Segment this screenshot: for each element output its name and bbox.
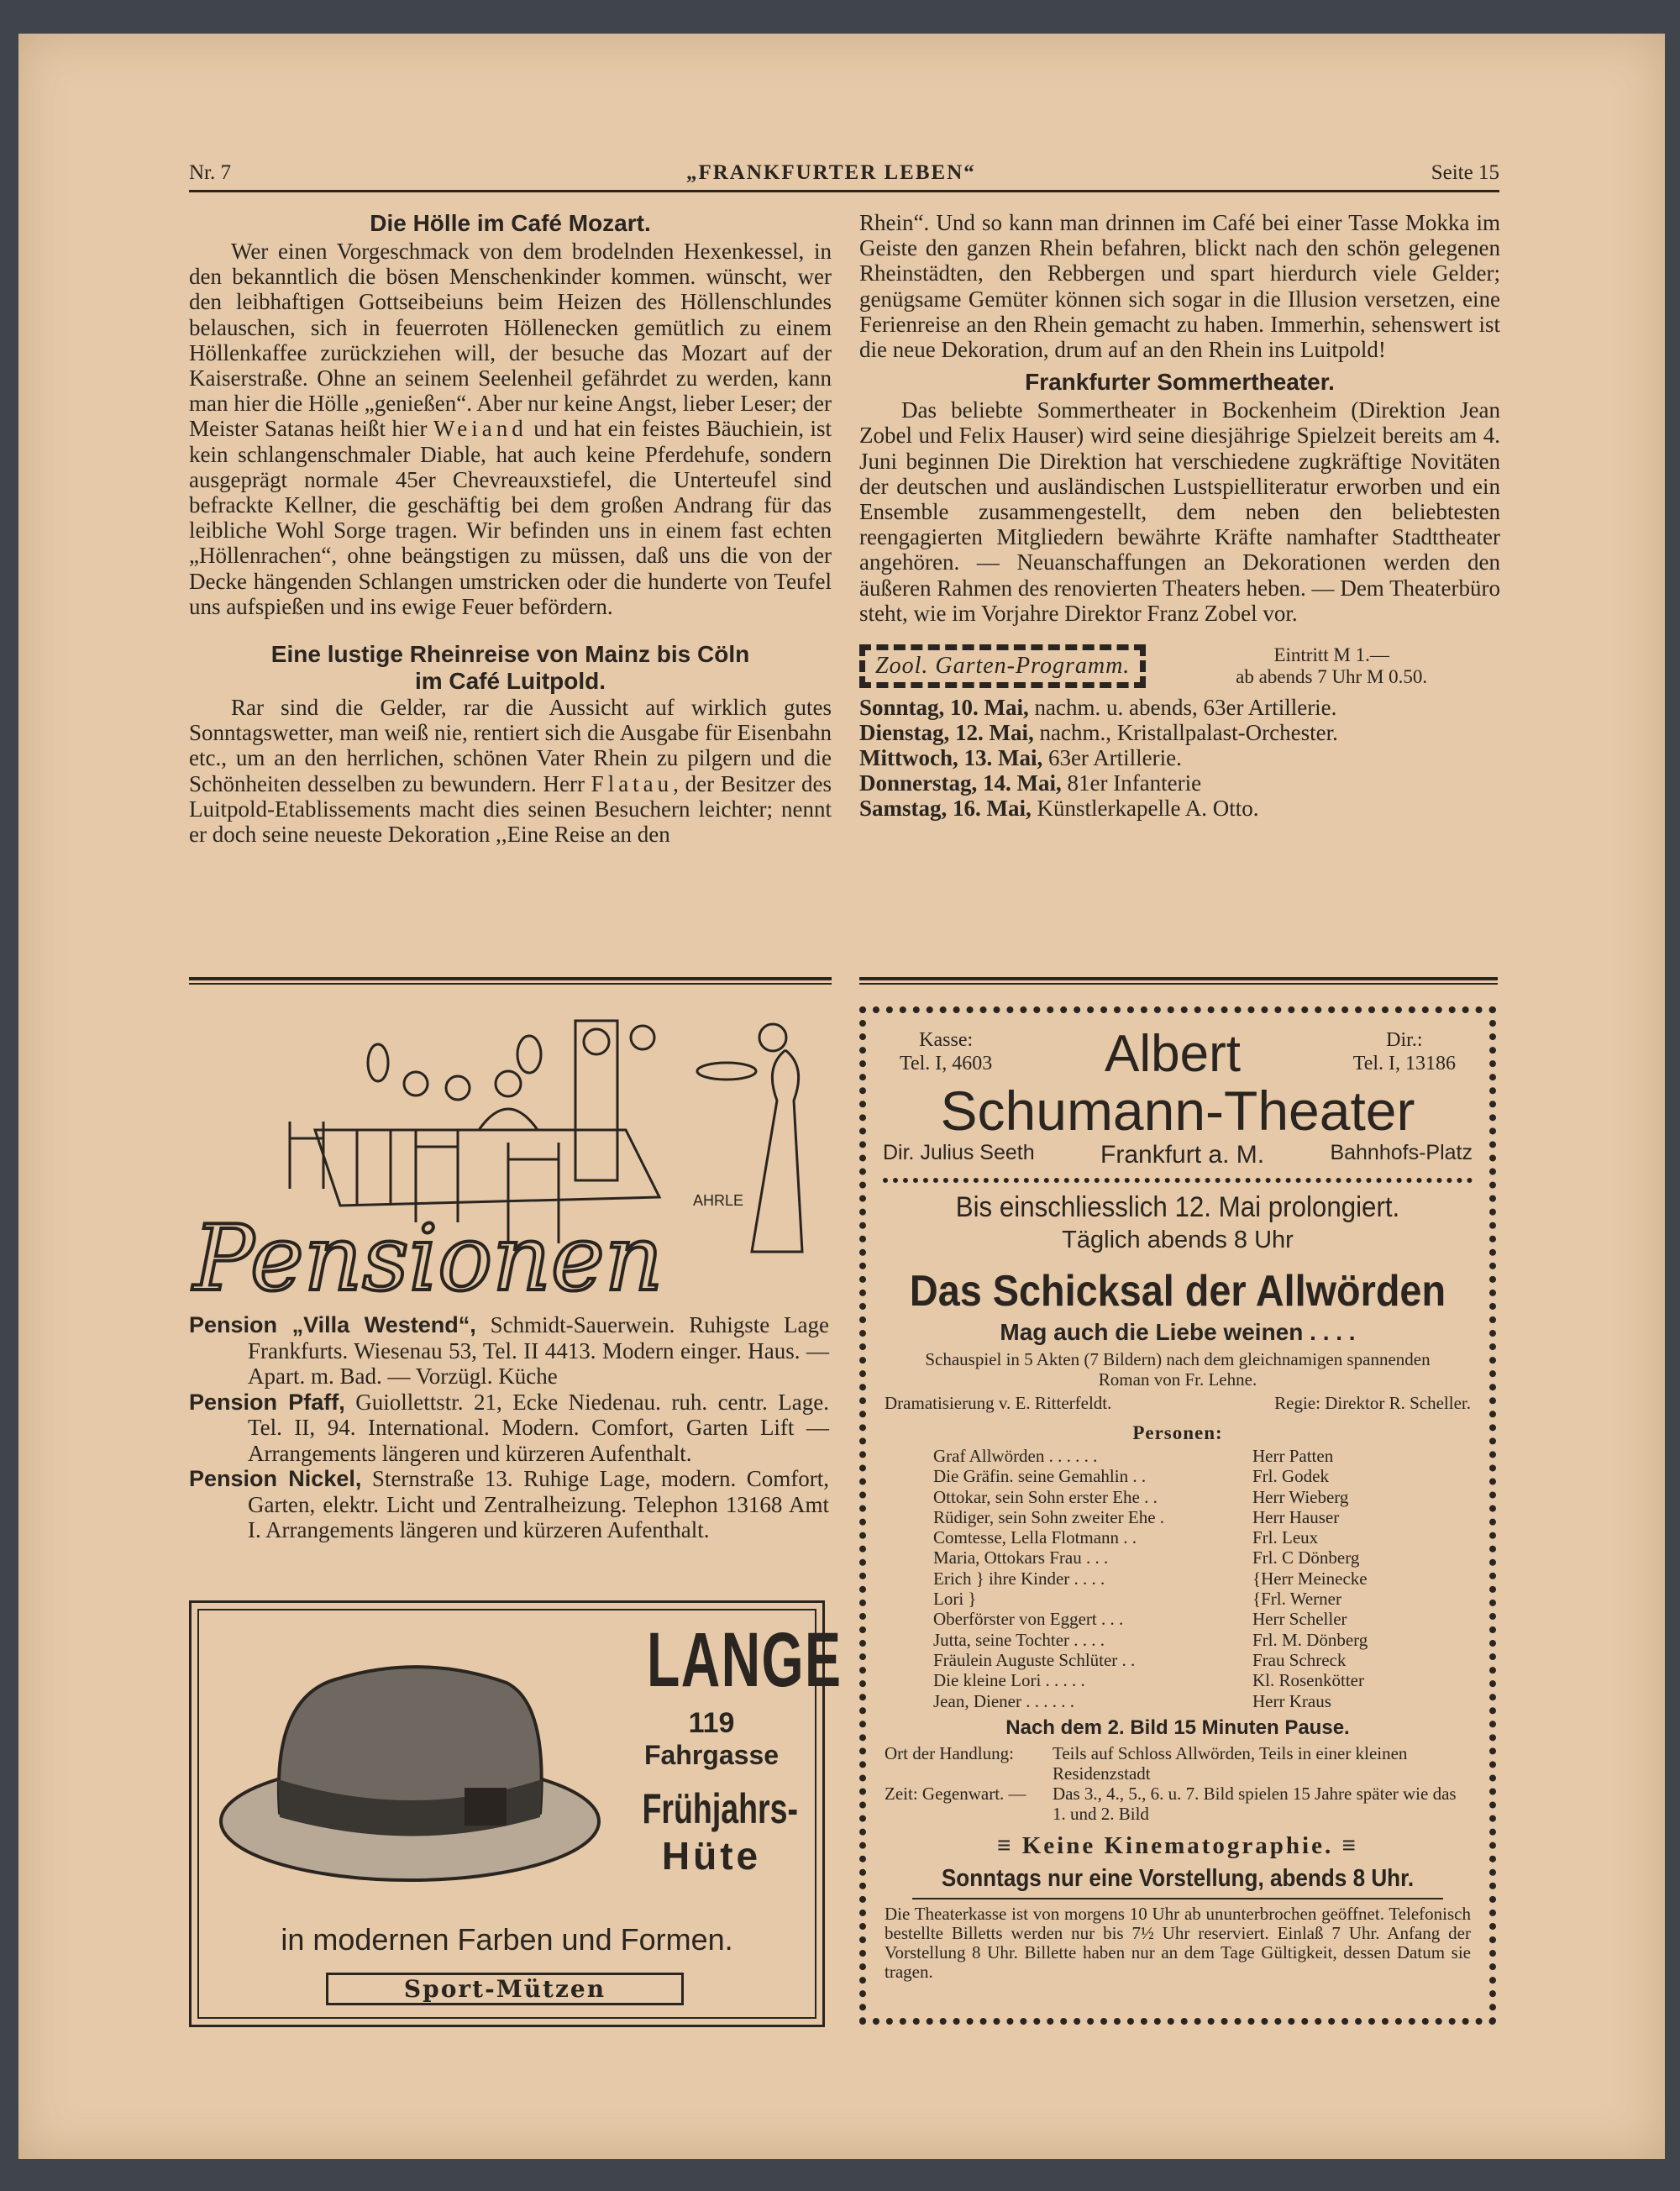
no-cinema-notice: ≡ Keine Kinematographie. ≡ [996,1831,1359,1859]
pensionen-entries-1-name: Pension Pfaff, [189,1389,345,1415]
artist-signature: AHRLE [693,1192,744,1209]
zoo-items-0-text: nachm. u. abends, 63er Artillerie. [1034,695,1337,721]
director-phone: Tel. I, 13186 [1352,1053,1456,1074]
theater-cast-0-actor: Herr Patten [1252,1446,1334,1466]
theater-cast-10-actor: Frau Schreck [1252,1649,1347,1670]
sunday-notice: Sonntags nur eine Vorstellung, abends 8 Uhr. [912,1865,1443,1899]
pensionen-illustration [189,1004,832,1306]
zoo-program-title: Zool. Garten-Programm. [859,644,1146,688]
article2-name: Flatau [591,770,674,796]
intermission-notice: Nach dem 2. Bild 15 Minuten Pause. [1005,1715,1350,1739]
play-description: Schauspiel in 5 Akten (7 Bildern) nach dem gleichnamigen spannenden Roman von Fr. Lehne. [925,1349,1431,1390]
zoo-items-2-text: 63er Artillerie. [1047,745,1182,771]
theater-cast-10-role: Fräulein Auguste Schlüter . . [933,1649,1136,1670]
article2-p1: Rar sind die Gelder, rar die Aussicht auf wirklich gutes Sonntagswetter, man weiß nie, rentiert sich die Ausgabe für Eisenbahn etc., um an den herrlichen, schönen Vater Rhein zu pilgern und die Schönheiten desselben zu bewundern. Herr [189,695,832,796]
theater-ort: Teils auf Schloss Allwörden, Teils in einer kleinen Residenzstadt [1053,1742,1408,1784]
theater-cast-5-role: Maria, Ottokars Frau . . . [933,1547,1109,1568]
daily-showtime: Täglich abends 8 Uhr [1062,1227,1294,1253]
theater-cast-11-actor: Kl. Rosenkötter [1252,1670,1364,1691]
lange-hat-advertisement [189,1600,843,2027]
theater-cast-5-actor: Frl. C Dönberg [1252,1547,1360,1568]
theater-cast-7-actor: {Frl. Werner [1252,1589,1341,1610]
schedule-item [859,695,1500,720]
theater-cast-0-role: Graf Allwörden . . . . . . [933,1446,1098,1466]
street-name: Fahrgasse [643,1740,780,1770]
theater-cast-9-actor: Frl. M. Dönberg [1252,1629,1368,1650]
pensionen-logo: Pensionen [193,1206,664,1306]
theater-address: Bahnhofs-Platz [1330,1141,1473,1164]
zoo-items-4-text: Künstlerkapelle A. Otto. [1037,796,1259,822]
play-subtitle: Mag auch die Liebe weinen . . . . [1000,1319,1356,1345]
theater-cast-2-role: Ottokar, sein Sohn erster Ehe . . [933,1486,1158,1507]
zoo-items-2-day: Mittwoch, 13. Mai, [859,745,1043,771]
section-divider [859,977,1498,985]
theater-name-first: Albert [1105,1025,1241,1083]
article-body [189,695,832,847]
article-title: Die Hölle im Café Mozart. [370,210,651,236]
schedule-item [859,770,1500,796]
schedule-item [859,796,1500,821]
theater-cast-12-actor: Herr Kraus [1252,1690,1331,1711]
newspaper-title: „FRANKFURTER LEBEN“ [685,161,976,184]
schumann-theater-advertisement [859,1006,1496,2025]
theater-name: Schumann-Theater [940,1080,1415,1142]
pension-entry [189,1312,829,1390]
left-column [189,210,832,847]
theater-cast-3-role: Rüdiger, sein Sohn zweiter Ehe . [933,1506,1165,1527]
director-label: Dir.: [1386,1029,1423,1051]
article-body [189,239,832,619]
article1-paragraphs-2: und hat ein feistes Bäuchiein, ist kein schlangenschmaler Diable, hat auch keine Pferdehufe, sondern ausgeprägt normale 45er Chevreauxstiefel, die Unterteufel sind befrackte Kellner, die geschäftig bei dem großen Andrang für das leibliche Wohl Sorge tragen. Wir befinden uns in einem fast echten „Höllenrachen“, ohne beängstigen zu müssen, daß uns die von der Decke hängenden Schlangen umstricken oder die hunderte von Teufel uns aufspießen und ins ewige Feuer befördern. [189,416,832,619]
zoo-schedule [859,695,1500,821]
pension-entry [189,1390,829,1467]
zoo-items-1-text: nachm., Kristallpalast-Orchester. [1039,720,1338,746]
theater-cast-8-role: Oberförster von Eggert . . . [933,1609,1124,1630]
zoo-items-1-day: Dienstag, 12. Mai, [859,720,1034,746]
zoo-items-0-day: Sonntag, 10. Mai, [859,695,1029,721]
theater-cast-1-role: Die Gräfin. seine Gemahlin . . [933,1466,1147,1487]
theater-cast-8-actor: Herr Scheller [1252,1609,1347,1630]
spring-label: Frühjahrs- [642,1785,798,1832]
theater-cast-7-role: Lori } [933,1589,977,1610]
right-column [859,210,1500,821]
theater-cast-11-role: Die kleine Lori . . . . . [933,1670,1085,1691]
page-number: Seite 15 [1431,161,1499,184]
theater-cast-6-actor: {Herr Meinecke [1252,1568,1368,1589]
schedule-item [859,745,1500,770]
grandfather-clock-icon [575,1021,617,1180]
box-office-label: Kasse: [919,1029,974,1051]
article-title: Frankfurter Sommertheater. [1025,369,1335,396]
box-office-phone: Tel. I, 4603 [900,1053,993,1074]
dining-table [315,1130,659,1206]
theater-director: Dir. Julius Seeth [883,1141,1035,1164]
box-office-info: Die Theaterkasse ist von morgens 10 Uhr ab ununterbrochen geöffnet. Telefonisch bestellte Billetts werden nur bis 7½ Uhr reserviert. Einlaß 7 Uhr. Anfang der Vorstellung 8 Uhr. Billette haben nur an dem Tage Gültigkeit, dessen Datum sie tragen. [885,1903,1471,1982]
pensionen-entries-0-name: Pension „Villa Westend“, [189,1312,476,1337]
pensionen-entries-1-text: Guiollettstr. 21, Ecke Niedenau. ruh. centr. Lage. Tel. II, 94. International. Modern. Comfort, Garten Lift — Arrangements längeren und kürzeren Aufenthalt. [248,1389,829,1466]
direction: Regie: Direktor R. Scheller. [1274,1393,1471,1413]
theater-cast-3-actor: Herr Hauser [1252,1506,1340,1527]
hat-illustration [213,1645,607,1897]
theater-cast-9-role: Jutta, seine Tochter . . . . [933,1629,1105,1650]
pensionen-entries-2-text: Sternstraße 13. Ruhige Lage, modern. Comfort, Garten, elektr. Licht und Zentralheizung. Telephon 13168 Amt I. Arrangements längeren und kürzeren Aufenthalt. [248,1466,830,1542]
zoo-evening-price: ab abends 7 Uhr M 0.50. [1236,666,1428,688]
pensionen-entries-2-name: Pension Nickel, [189,1466,362,1491]
theater-cast-2-actor: Herr Wieberg [1252,1486,1349,1507]
article2-title1: Eine lustige Rheinreise von Mainz bis Cöln [270,641,750,668]
lange-tagline: in modernen Farben und Formen. [281,1922,733,1957]
theater-ort_label: Ort der Handlung: [885,1742,1014,1763]
article2-title2: im Café Luitpold. [414,668,606,695]
pension-listings [189,1312,829,1543]
zoo-items-3-day: Donnerstag, 14. Mai, [859,770,1062,796]
section-divider [189,977,832,985]
prolonged-notice: Bis einschliesslich 12. Mai prolongiert. [955,1191,1400,1223]
zoo-items-4-day: Samstag, 16. Mai, [859,796,1032,822]
theater-city: Frankfurt a. M. [1100,1141,1265,1169]
theater-cast-6-role: Erich } ihre Kinder . . . . [933,1568,1105,1589]
cast-list [866,1446,1489,1711]
article1-paragraphs-0: Wer einen Vorgeschmack von dem brodelnden Hexenkessel, in den bekanntlich die bösen Menschenkinder kommen. wünscht, wer den leibhaftigen Gottseibeiuns beim Heizen des Höllenschlundes belauschen, sich in feuerroten Höllenecken gemütlich zu einem Höllenkaffee zurückziehen will, der besuche das Mozart auf der Kaiserstraße. Ohne an seinem Seelenheil gefährdet zu werden, kann man hier die Hölle „genießen“. Aber nur keine Angst, lieber Leser; der Meister Satanas heißt hier [189,239,832,442]
page-header [189,161,1499,192]
play-details [866,1740,1489,1827]
pensionen-entries-0-text: Schmidt-Sauerwein. Ruhigste Lage Frankfurts. Wiesenau 53, Tel. II 4413. Modern einger. Haus. — Apart. m. Bad. — Vorzügl. Küche [248,1312,830,1389]
theater-cast-4-actor: Frl. Leux [1252,1527,1319,1548]
zoo-price: Eintritt M 1.— [1273,644,1389,666]
issue-number: Nr. 7 [189,161,231,184]
article-body: Das beliebte Sommertheater in Bockenheim (Direktion Jean Zobel und Felix Hauser) wird seine diesjährige Spielzeit bereits am 4. Juni beginnen Die Direktion hat verschiedene zugkräftige Novitäten der deutschen und ausländischen Lustspielliteratur erworben und ein Ensemble zusammengestellt, dem neben den beliebtesten reengagierten Mitgliedern bewährte Kräfte namhafter Stadttheater angehören. — Neuanschaffungen an Dekorationen werden den äußeren Rahmen des renovierten Theaters heben. — Dem Theaterbüro steht, wie im Vorjahre Direktor Franz Zobel vor. [859,397,1500,626]
play-title: Das Schicksal der Allwörden [909,1267,1446,1316]
theater-cast-4-role: Comtesse, Lella Flotmann . . [933,1527,1137,1548]
pension-entry [189,1466,829,1543]
sport-caps-label: Sport-Mützen [326,1973,684,2005]
theater-zeit_label: Zeit: Gegenwart. — [885,1783,1026,1804]
theater-cast-12-role: Jean, Diener . . . . . . [933,1690,1074,1711]
brand-name: LANGE [647,1617,843,1703]
article2-p2: , der Besitzer des Luitpold-Etablissements macht dies seinen Besuchern leichter; nennt er doch seine neueste Dekoration ,,Eine Reise an den [189,770,832,848]
theater-zeit: Das 3., 4., 5., 6. u. 7. Bild spielen 15 Jahre später wie das 1. und 2. Bild [1053,1783,1457,1824]
zoo-items-3-text: 81er Infanterie [1067,770,1202,796]
street-number: 119 [688,1707,735,1739]
article1-paragraphs-1: Weiand [433,416,528,442]
hats-label: Hüte [661,1834,762,1878]
theater-nokino: Keine Kinematographie. [1021,1831,1334,1859]
cast-title: Personen: [1132,1422,1223,1443]
schedule-item [859,720,1500,745]
article-title [189,641,832,695]
theater-cast-1-actor: Frl. Godek [1252,1466,1329,1487]
article-body: Rhein“. Und so kann man drinnen im Café bei einer Tasse Mokka im Geiste den ganzen Rhein befahren, blickt nach den schön gelegenen Rheinstädten, den Rebbergen und spart hierdurch viele Gelder; genügsame Gemüter können sich sogar in die Illusion versetzen, eine Ferienreise an den Rhein gemacht zu haben. Immerhin, sehenswert ist die neue Dekoration, drum auf an den Rhein ins Luitpold! [859,210,1500,363]
dramatization: Dramatisierung v. E. Ritterfeldt. [885,1393,1112,1413]
